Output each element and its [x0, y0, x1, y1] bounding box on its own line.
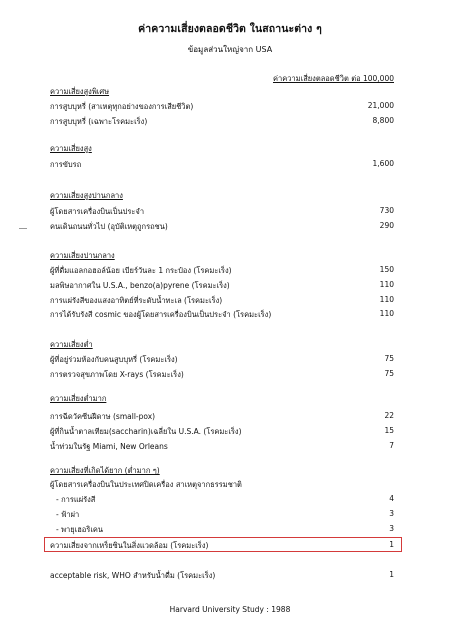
row-label: - ฟ้าผ่า	[56, 510, 80, 519]
row-value: 290	[379, 221, 394, 230]
row-label: ความเสี่ยงจากเหร็ยซินในสิ่งแวดล้อม (โรคมะเร็ง)	[50, 541, 209, 550]
row-value: 110	[379, 295, 394, 304]
row-value: 4	[389, 494, 394, 503]
row-label: ผู้ที่อยู่ร่วมห้องกับคนสูบบุหรี่ (โรคมะเร็ง)	[50, 355, 178, 364]
row-label: มลพิษอากาศใน U.S.A., benzo(a)pyrene (โรคมะเร็ง)	[50, 281, 230, 290]
row-label: ผู้โดยสารเครื่องบินในประเทศปิดเครื่อง สาเหตุจากธรรมชาติ	[50, 480, 242, 489]
section-heading-rare: ความเสี่ยงที่เกิดได้ยาก (ต่ำมาก ๆ)	[50, 466, 160, 475]
row-value: 75	[384, 354, 394, 363]
row-label: การขับรถ	[50, 160, 82, 169]
row-value: 3	[389, 509, 394, 518]
table-row	[50, 116, 394, 127]
row-value: 1,600	[372, 159, 394, 168]
row-label: การฉีดวัคซีนฝีดาษ (small-pox)	[50, 412, 156, 421]
row-value: 1	[389, 570, 394, 579]
section-heading-medium-high: ความเสี่ยงสูงปานกลาง	[50, 191, 123, 200]
row-value: 3	[389, 524, 394, 533]
row-value: 22	[384, 411, 394, 420]
row-label: การสูบบุหรี่ (สาเหตุทุกอย่างของการเสียชีวิต)	[50, 102, 194, 111]
section-heading-low: ความเสี่ยงต่ำ	[50, 340, 93, 349]
table-row	[50, 101, 394, 112]
section-heading-high: ความเสี่ยงสูง	[50, 144, 92, 153]
table-row-acceptable-risk	[50, 570, 394, 581]
row-label: ผู้ที่กินน้ำตาลเทียม(saccharin)เฉลี่ยใน U.S.A. (โรคมะเร็ง)	[50, 427, 242, 436]
section-heading-very-low: ความเสี่ยงต่ำมาก	[50, 394, 107, 403]
row-label: การสูบบุหรี่ (เฉพาะโรคมะเร็ง)	[50, 117, 148, 126]
table-row	[50, 479, 394, 490]
row-label: การตรวจสุขภาพโดย X-rays (โรคมะเร็ง)	[50, 370, 184, 379]
table-row	[50, 369, 394, 380]
page-title: ค่าความเสี่ยงตลอดชีวิต ในสถานะต่าง ๆ	[138, 23, 322, 35]
row-label: คนเดินถนนทั่วไป (อุบัติเหตุถูกรถชน)	[50, 222, 168, 231]
table-row-highlighted	[50, 540, 394, 551]
table-row	[50, 309, 394, 320]
table-row	[50, 206, 394, 217]
row-label: - การแผ่รังสี	[56, 495, 96, 504]
row-value: 75	[384, 369, 394, 378]
page-subtitle: ข้อมูลส่วนใหญ่จาก USA	[187, 45, 273, 54]
row-value: 8,800	[372, 116, 394, 125]
section-heading-medium: ความเสี่ยงปานกลาง	[50, 251, 115, 260]
table-row	[50, 354, 394, 365]
margin-mark	[19, 228, 27, 229]
row-label: ผู้ที่ดื่มแอลกอฮอล์น้อย เบียร์วันละ 1 กระป๋อง (โรคมะเร็ง)	[50, 266, 232, 275]
footer-citation: Harvard University Study : 1988	[169, 605, 291, 614]
row-value: 150	[379, 265, 394, 274]
row-label: น้ำท่วมในรัฐ Miami, New Orleans	[50, 442, 168, 451]
table-row	[50, 280, 394, 291]
table-row	[50, 441, 394, 452]
row-label: - พายุเฮอริเคน	[56, 525, 104, 534]
row-label: acceptable risk, WHO สำหรับน้ำดื่ม (โรคมะเร็ง)	[50, 571, 216, 580]
row-value: 110	[379, 280, 394, 289]
row-value: 7	[389, 441, 394, 450]
row-value: 110	[379, 309, 394, 318]
row-value: 15	[384, 426, 394, 435]
row-label: การได้รับรังสี cosmic ของผู้โดยสารเครื่องบินเป็นประจำ (โรคมะเร็ง)	[50, 310, 272, 319]
table-row	[50, 159, 394, 170]
table-row	[50, 524, 394, 535]
table-row	[50, 221, 394, 232]
section-heading-very-high: ความเสี่ยงสูงพิเศษ	[50, 87, 110, 96]
table-row	[50, 494, 394, 505]
row-label: ผู้โดยสารเครื่องบินเป็นประจำ	[50, 207, 145, 216]
row-value: 730	[379, 206, 394, 215]
table-row	[50, 509, 394, 520]
table-row	[50, 411, 394, 422]
row-label: การแผ่รังสีของแสงอาทิตย์ที่ระดับน้ำทะเล (โรคมะเร็ง)	[50, 296, 223, 305]
table-row	[50, 426, 394, 437]
row-value: 1	[389, 540, 394, 549]
row-value: 21,000	[367, 101, 394, 110]
table-row	[50, 295, 394, 306]
column-header: ค่าความเสี่ยงตลอดชีวิต ต่อ 100,000	[273, 74, 394, 83]
table-row	[50, 265, 394, 276]
